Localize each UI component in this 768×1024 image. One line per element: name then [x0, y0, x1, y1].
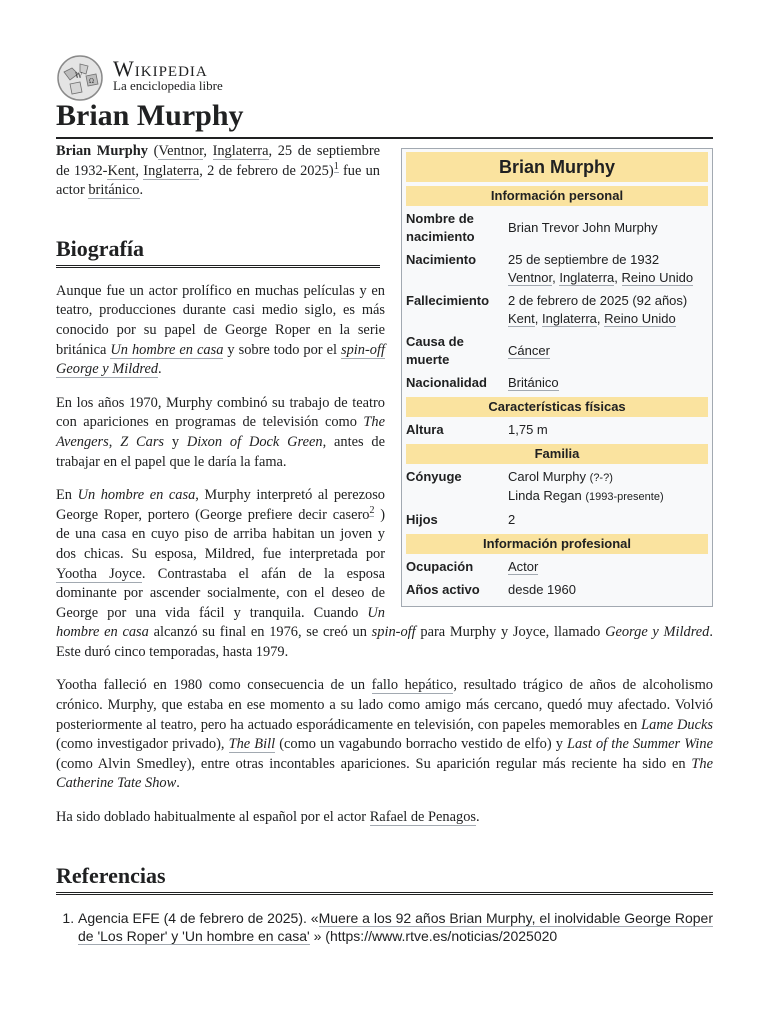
text: Agencia EFE (4 de febrero de 2025). «: [78, 909, 319, 926]
text: alcanzó su final en 1976, se creó un: [148, 624, 372, 641]
link-cancer[interactable]: Cáncer: [508, 343, 550, 358]
infobox-section-personal: Información personal: [406, 186, 708, 206]
infobox-row-cause: [406, 332, 708, 370]
infobox-value: [508, 374, 708, 392]
infobox-row-height: [406, 420, 708, 440]
infobox-row-death: [406, 291, 708, 329]
link-rafael-de-penagos[interactable]: Rafael de Penagos: [369, 809, 476, 826]
text: , antes de trabajar en el papel que le daría la fama.: [56, 433, 385, 470]
text: para Murphy y Joyce, llamado: [415, 624, 606, 641]
link-britanico[interactable]: Británico: [508, 375, 559, 390]
infobox-value: desde 1960: [508, 582, 576, 597]
section-heading-biografia: Biografía: [56, 235, 380, 268]
link-inglaterra[interactable]: Inglaterra: [541, 311, 597, 326]
show-title: spin-off: [371, 624, 416, 641]
infobox-row-nationality: [406, 373, 708, 393]
link-actor[interactable]: Actor: [508, 559, 539, 574]
text: y: [164, 433, 187, 450]
svg-text:W: W: [75, 72, 83, 80]
text: En: [56, 487, 78, 504]
spouse-2: Linda Regan: [508, 488, 582, 503]
show-title: George y Mildred: [605, 624, 710, 641]
infobox: [401, 148, 713, 607]
article-body: [56, 142, 713, 945]
wikipedia-globe-icon[interactable]: [56, 54, 104, 102]
text: , resultado trágico de años de alcoholismo crónico. Murphy, que estaba en ese momento a su lado como amigo más cercano, quedó muy afectado. Volvió posteriormente al teatro, pero ha actuado esporádicamente en televisión, con papeles memorables en: [56, 677, 714, 733]
link-inglaterra[interactable]: Inglaterra: [212, 143, 269, 159]
ref-2[interactable]: 2: [369, 504, 375, 516]
infobox-value: 2: [508, 512, 516, 527]
text: , Murphy interpretó al perezoso George Roper, portero (George prefiere decir casero: [56, 487, 385, 523]
bio-paragraph-5: [56, 808, 713, 828]
infobox-row-children: [406, 510, 708, 530]
infobox-value: 1,75 m: [508, 422, 548, 437]
infobox-row-occupation: [406, 557, 708, 577]
infobox-value: 25 de septiembre de 1932 Ventnor, Inglaterra, Reino Unido: [508, 252, 694, 285]
infobox-section-professional: Información profesional: [406, 534, 708, 554]
infobox-value: [508, 210, 708, 246]
link-ventnor[interactable]: Ventnor: [508, 270, 553, 285]
infobox-label: Causa de muerte: [406, 334, 464, 367]
text: (como Alvin Smedley), entre otras incontables apariciones. Su aparición regular más reciente ha sido en: [56, 755, 692, 772]
show-title: Last of the Summer Wine: [567, 736, 714, 753]
link-kent[interactable]: Kent: [107, 162, 136, 179]
text: . Contrastaba el afán de la esposa dominante por ascender socialmente, con el deseo de George por una vida fácil y tranquila. Cuando: [56, 565, 385, 621]
text: (como un vagabundo borracho vestido de elfo) y: [275, 736, 568, 753]
reference-item: [78, 909, 713, 945]
link-inglaterra[interactable]: Inglaterra: [143, 162, 200, 179]
text: . Este duró cinco temporadas, hasta 1979.: [56, 624, 713, 660]
infobox-label: Nombre de nacimiento: [406, 211, 475, 244]
show-title: Lame Ducks: [641, 716, 714, 733]
text: (como investigador privado),: [56, 736, 229, 753]
show-title: The Catherine Tate Show: [56, 755, 713, 792]
infobox-label: Fallecimiento: [406, 293, 490, 308]
link-reference-1[interactable]: Muere a los 92 años Brian Murphy, el inolvidable George Roper de 'Los Roper' y 'Un hombre en casa': [78, 909, 713, 944]
text: Yootha falleció en 1980 como consecuencia de un: [56, 677, 372, 694]
show-title: Un hombre en casa: [56, 604, 385, 641]
link-george-y-mildred[interactable]: George y Mildred: [56, 361, 159, 378]
intro-end: .: [139, 182, 144, 199]
infobox-value: [508, 558, 708, 576]
section-heading-referencias: Referencias: [56, 862, 713, 895]
page-title: Brian Murphy: [56, 96, 713, 139]
bio-paragraph-2: En los años 1970, Murphy combinó su trabajo de teatro con apariciones en programas de televisión como The Avengers, Z Cars y Dixon of Dock Green, antes de trabajar en el papel que le daría la fama.: [56, 394, 385, 470]
infobox-section-physical: Características físicas: [406, 397, 708, 417]
link-britanico[interactable]: británico: [88, 182, 140, 199]
infobox-value: 2 de febrero de 2025 (92 años) Kent, Inglaterra, Reino Unido: [508, 293, 688, 326]
wikipedia-wordmark[interactable]: Wikipedia: [113, 56, 208, 81]
site-header: [56, 0, 713, 100]
death-date-text: , 2 de febrero de 2025): [199, 162, 334, 179]
link-inglaterra[interactable]: Inglaterra: [559, 270, 615, 285]
link-fallo-hepatico[interactable]: fallo hepático: [371, 677, 454, 694]
birth-date-value: 25 de septiembre de 1932: [508, 252, 660, 267]
text: En los años 1970, Murphy combinó su trabajo de teatro con apariciones en programas de televisión como: [56, 394, 385, 431]
birth-date-text: , 25 de septiembre de 1932-: [56, 143, 381, 179]
site-tagline: La enciclopedia libre: [113, 78, 223, 93]
text: y sobre todo por el: [223, 341, 342, 358]
infobox-title: Brian Murphy: [406, 152, 708, 182]
text: Ha sido doblado habitualmente al español por el actor: [56, 809, 370, 826]
text: » (https://www.rtve.es/noticias/2025020: [309, 927, 558, 944]
text: Aunque fue un actor prolífico en muchas películas y en teatro, producciones durante casi medio siglo, es más conocido por su papel de George Roper en la serie británica: [56, 282, 385, 358]
show-title: The Avengers: [56, 414, 385, 450]
spouse-2-years: (1993-presente): [585, 491, 664, 503]
link-yootha-joyce[interactable]: Yootha Joyce: [56, 565, 142, 582]
link-the-bill[interactable]: The Bill: [228, 736, 276, 753]
infobox-label: Años activo: [406, 582, 480, 597]
text: .: [158, 361, 162, 378]
infobox-label: Nacionalidad: [406, 375, 487, 390]
link-ventnor[interactable]: Ventnor: [158, 143, 204, 159]
infobox-row-birth: [406, 250, 708, 288]
infobox-label: Nacimiento: [406, 252, 477, 267]
bio-paragraph-4: [56, 676, 713, 794]
infobox-section-family: Familia: [406, 444, 708, 464]
infobox-label: Altura: [406, 422, 444, 437]
intro-paragraph: Brian Murphy (Ventnor, Inglaterra, 25 de septiembre de 1932-Kent, Inglaterra, 2 de febrero de 2025)$^1$ fue un actor británico.: [56, 143, 381, 199]
infobox-row-spouse: [406, 467, 708, 507]
show-title: Dixon of Dock Green: [186, 433, 323, 450]
ref-1[interactable]: 1: [333, 160, 339, 172]
infobox-label: Ocupación: [406, 559, 474, 574]
text: ) de una casa en cuyo piso de arriba habitan un joven y dos chicas. Su esposa, Mildred, fue interpretada por: [56, 506, 386, 562]
infobox-label: Cónyuge: [406, 469, 462, 484]
birth-name-value: Brian Trevor John Murphy: [508, 220, 658, 235]
spouse-1: Carol Murphy: [508, 469, 587, 484]
intro-text: fue un actor: [56, 162, 380, 199]
link-reino-unido[interactable]: Reino Unido: [621, 270, 694, 285]
text: .: [476, 809, 480, 826]
show-title: Un hombre en casa: [77, 487, 196, 504]
svg-text:Ω: Ω: [89, 78, 94, 85]
infobox-row-active: [406, 580, 708, 600]
text: .: [176, 775, 180, 792]
page: [56, 0, 714, 944]
death-date-value: 2 de febrero de 2025 (92 años): [508, 293, 688, 308]
link-reino-unido[interactable]: Reino Unido: [604, 311, 676, 326]
link-un-hombre-en-casa[interactable]: Un hombre en casa: [110, 341, 224, 358]
references-list: [56, 909, 713, 945]
infobox-value: [508, 468, 708, 506]
infobox-label: Hijos: [406, 512, 438, 527]
infobox-value: [508, 333, 708, 369]
link-spin-off[interactable]: spin-off: [341, 341, 385, 358]
spouse-1-years: (?-?): [589, 472, 613, 484]
link-kent[interactable]: Kent: [508, 311, 535, 326]
show-title: Z Cars: [120, 433, 165, 450]
subject-name: Brian Murphy: [56, 143, 148, 159]
infobox-row-birth-name: [406, 209, 708, 247]
